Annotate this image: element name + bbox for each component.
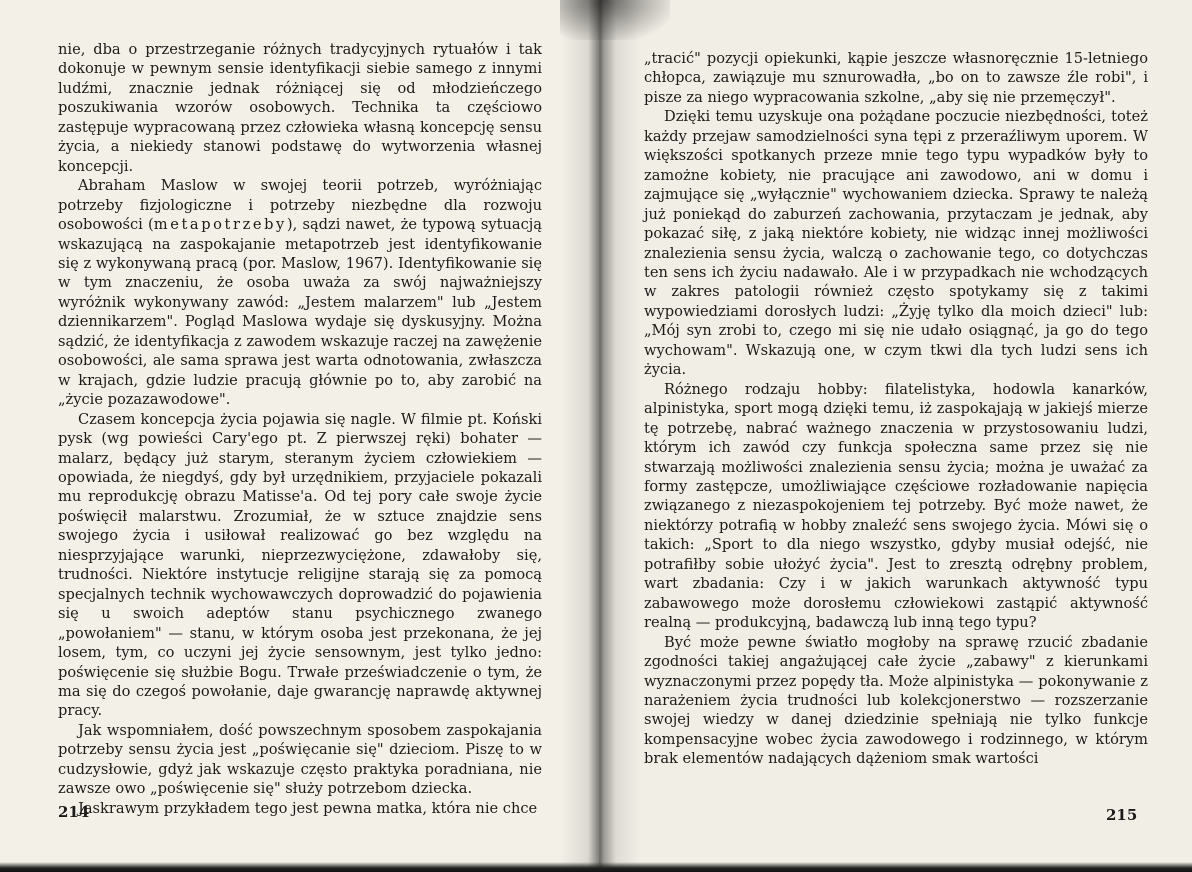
paragraph: Różnego rodzaju hobby: filatelistyka, hodowla kanarków, alpinistyka, sport mogą dzięki temu, iż zaspokajają w jakiejś mierze tę potrzebę, nabrać ważnego znaczenia w przystosowaniu ludzi, którym ich zawód czy funkcja społeczna same przez się nie stwarzają możliwości znalezienia sensu życia; można je uważać za formy zastępcze, umożliwiające częściowe rozładowanie napięcia związanego z niezaspokojeniem tej potrzeby. Być może nawet, że niektórzy potrafią w hobby znaleźć sens swojego życia. Mówi się o takich: „Sport to dla niego wszystko, gdyby musiał odejść, nie potrafiłby sobie ułożyć życia". Jest to zresztą odrębny problem, wart zbadania: Czy i w jakich warunkach aktywność typu zabawowego może dorosłemu człowiekowi zastąpić aktywność realną — produkcyjną, badawczą lub inną tego typu?: [644, 380, 1148, 632]
paragraph-maslow: [58, 176, 542, 409]
paragraph: Jaskrawym przykładem tego jest pewna matka, która nie chce: [78, 799, 538, 817]
right-page-text: [644, 49, 1148, 769]
scan-bottom-edge: [0, 862, 1192, 872]
right-page: [596, 0, 1192, 872]
paragraph: Dzięki temu uzyskuje ona pożądane poczucie niezbędności, toteż każdy przejaw samodzielności syna tępi z przeraźliwym uporem. W większości spotkanych przeze mnie tego typu wypadków były to zamożne kobiety, nie pracujące ani zawodowo, ani w domu i zajmujące się „wyłącznie" wychowaniem dziecka. Sprawy te należą już poniekąd do zaburzeń zachowania, przytaczam je jednak, aby pokazać siłę, z jaką niektóre kobiety, nie widząc innej możliwości znalezienia sensu życia, walczą o zachowanie tego, co dotychczas ten sens ich życiu nadawało. Ale i w przypadkach nie wchodzących w zakres patologii również często spotykamy się z takimi wypowiedziami dorosłych ludzi: „Żyję tylko dla moich dzieci" lub: „Mój syn zrobi to, czego mi się nie udało osiągnąć, ja go do tego wychowam". Wskazują one, w czym tkwi dla tych ludzi sens ich życia.: [644, 108, 1148, 379]
spaced-term: metapotrzeby: [153, 216, 287, 234]
left-page-text: [58, 40, 542, 818]
paragraph: Jak wspomniałem, dość powszechnym sposobem zaspokajania potrzeby sensu życia jest „poświęcanie się" dzieciom. Piszę to w cudzysłowie, gdyż jak wskazuje często praktyka poradniana, nie zawsze owo „poświęcenie się" służy potrzebom dziecka.: [58, 721, 542, 798]
paragraph: Czasem koncepcja życia pojawia się nagle. W filmie pt. Koński pysk (wg powieści Cary'ego pt. Z pierwszej ręki) bohater — malarz, będący już starym, steranym życiem człowiekiem — opowiada, że niegdyś, gdy był urzędnikiem, przyjaciele pokazali mu reprodukcję obrazu Matisse'a. Od tej pory całe swoje życie poświęcił malarstwu. Zrozumiał, że w sztuce znajdzie sens swojego życia i usiłował realizować go bez względu na niesprzyjające warunki, nieprzezwyciężone, zdawałoby się, trudności. Niektóre instytucje religijne starają się za pomocą specjalnych technik wychowawczych doprowadzić do pojawienia się u swoich adeptów stanu psychicznego zwanego „powołaniem" — stanu, w którym osoba jest przekonana, że jej losem, tym, co uczyni jej życie sensownym, jest tylko jedno: poświęcenie się służbie Bogu. Trwałe przeświadczenie o tym, że ma się do czegoś powołanie, daje gwarancję naprawdę aktywnej pracy.: [58, 410, 542, 720]
page-number: 215: [1106, 806, 1138, 824]
text-run: Abraham Maslow w swojej teorii potrzeb, wyróżniając potrzeby fizjologiczne i potrzeby niezbędne dla rozwoju osobowości (: [58, 177, 542, 234]
paragraph: nie, dba o przestrzeganie różnych tradycyjnych rytuałów i tak dokonuje w pewnym sensie identyfikacji siebie samego z innymi ludźmi, znacznie jednak różniącej się od młodzieńczego poszukiwania wzorów osobowych. Technika ta częściowo zastępuje wypracowaną przez człowieka własną koncepcję sensu życia, a niekiedy stanowi podstawę do wytworzenia własnej koncepcji.: [58, 41, 542, 175]
paragraph: „tracić" pozycji opiekunki, kąpie jeszcze własnoręcznie 15-letniego chłopca, zawiązuje mu sznurowadła, „bo on to zawsze źle robi", i pisze za niego wypracowania szkolne, „aby się nie przemęczył".: [644, 50, 1148, 106]
text-run: ), sądzi nawet, że typową sytuacją wskazującą na zaspokajanie metapotrzeb jest identyfikowanie się z wykonywaną pracą (por. Maslow, 1967). Identyfikowanie się w tym znaczeniu, że osoba uważa za swój najważniejszy wyróżnik wykonywany zawód: „Jestem malarzem" lub „Jestem dziennikarzem". Pogląd Maslowa wydaje się dyskusyjny. Można sądzić, że identyfikacja z zawodem wskazuje raczej na zawężenie osobowości, ale sama sprawa jest warta odnotowania, zwłaszcza w krajach, gdzie ludzie pracują głównie po to, aby zarobić na „życie pozazawodowe".: [58, 216, 543, 409]
page-number: 214: [58, 803, 90, 821]
paragraph: Być może pewne światło mogłoby na sprawę rzucić zbadanie zgodności takiej angażującej całe życie „zabawy" z kierunkami wyznaczonymi przez popędy tła. Może alpinistyka — pokonywanie z narażeniem życia trudności lub kolekcjonerstwo — rozszerzanie swojej wiedzy w danej dziedzinie spełniają nie tylko funkcje kompensacyjne wobec życia zawodowego i rodzinnego, w którym brak elementów nadających dążeniom smak wartości: [644, 633, 1148, 768]
